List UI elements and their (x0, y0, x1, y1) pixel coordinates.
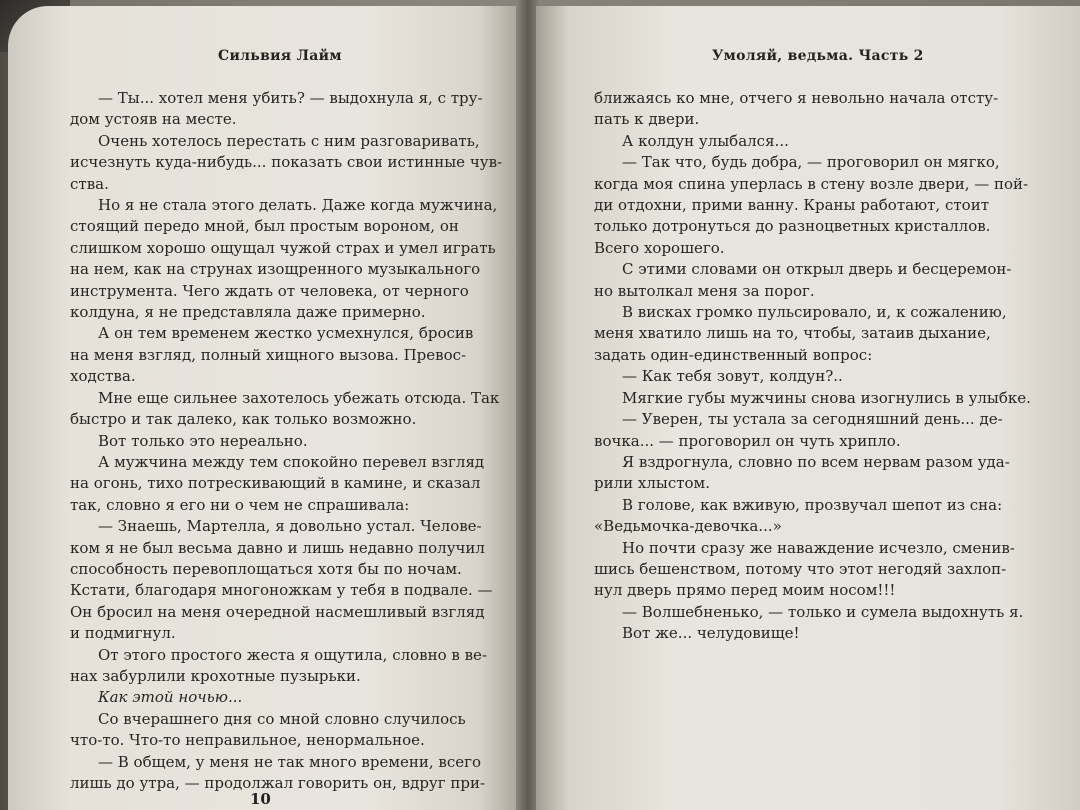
text-line: пать к двери. (594, 110, 700, 129)
text-line: рили хлыстом. (594, 474, 710, 493)
page-number: 10 (250, 790, 271, 808)
text-line: От этого простого жеста я ощутила, словно в ве- (98, 645, 487, 664)
text-line: Всего хорошего. (594, 238, 725, 257)
text-line: ства. (70, 174, 109, 193)
text-line: В висках громко пульсировало, и, к сожалению, (622, 303, 1007, 322)
text-line: способность перевоплощаться хотя бы по ночам. (70, 559, 462, 578)
text-line: А колдун улыбался... (622, 131, 789, 150)
text-line: стоящий передо мной, был простым вороном, он (70, 217, 459, 236)
text-line: слишком хорошо ощущал чужой страх и умел играть (70, 238, 496, 257)
text-line: ходства. (70, 367, 136, 386)
right-page-header: Умоляй, ведьма. Часть 2 (712, 48, 924, 64)
text-line: Он бросил на меня очередной насмешливый взгляд (70, 602, 485, 621)
text-line: А мужчина между тем спокойно перевел взгляд (98, 452, 485, 471)
text-line: Вот только это нереально. (98, 431, 308, 450)
text-line: А он тем временем жестко усмехнулся, бросив (98, 324, 474, 343)
text-line: Кстати, благодаря многоножкам у тебя в подвале. — (70, 581, 493, 600)
text-line: Я вздрогнула, словно по всем нервам разом уда- (622, 452, 1010, 471)
text-line: — Как тебя зовут, колдун?.. (622, 367, 843, 386)
text-line: ближаясь ко мне, отчего я невольно начала отсту- (594, 89, 999, 107)
text-line: колдуна, я не представляла даже примерно. (70, 303, 426, 322)
left-page (8, 6, 520, 810)
text-line: вочка... — проговорил он чуть хрипло. (594, 431, 901, 450)
text-line: нах забурлили крохотные пузырьки. (70, 666, 361, 685)
text-line: только дотронуться до разноцветных кристаллов. (594, 217, 991, 236)
text-line: меня хватило лишь на то, чтобы, затаив дыхание, (594, 324, 991, 343)
text-line: что-то. Что-то неправильное, ненормальное. (70, 731, 425, 750)
text-line: так, словно я его ни о чем не спрашивала: (70, 495, 410, 514)
text-line: на огонь, тихо потрескивающий в камине, и сказал (70, 474, 481, 493)
text-line: Вот же... челудовище! (622, 624, 800, 643)
text-line: шись бешенством, потому что этот негодяй захлоп- (594, 559, 1007, 578)
text-line: — Волшебненько, — только и сумела выдохнуть я. (622, 602, 1024, 621)
text-line: Со вчерашнего дня со мной словно случилось (98, 709, 466, 728)
text-line: когда моя спина уперлась в стену возле двери, — пой- (594, 174, 1029, 193)
text-line: Мягкие губы мужчины снова изогнулись в улыбке. (622, 388, 1031, 407)
text-line: — Так что, будь добра, — проговорил он мягко, (622, 153, 1000, 172)
text-line: и подмигнул. (70, 624, 176, 643)
text-line: Очень хотелось перестать с ним разговаривать, (98, 131, 480, 150)
text-line: задать один-единственный вопрос: (594, 345, 873, 364)
text-line: инструмента. Чего ждать от человека, от черного (70, 281, 469, 300)
text-line: — Уверен, ты устала за сегодняшний день... де- (622, 410, 1003, 429)
text-line: Как этой ночью... (98, 688, 243, 707)
text-line: В голове, как вживую, прозвучал шепот из сна: (622, 495, 1003, 514)
text-line: С этими словами он открыл дверь и бесцеремон- (622, 260, 1012, 279)
text-line: дом устояв на месте. (70, 110, 237, 129)
text-line: на нем, как на струнах изощренного музыкального (70, 260, 481, 279)
text-line: на меня взгляд, полный хищного вызова. Превос- (70, 345, 467, 364)
text-line: Но я не стала этого делать. Даже когда мужчина, (98, 196, 498, 215)
text-line: нул дверь прямо перед моим носом!!! (594, 581, 896, 600)
text-line: ком я не был весьма давно и лишь недавно получил (70, 538, 485, 557)
left-page-header: Сильвия Лайм (218, 48, 342, 64)
text-line: «Ведьмочка-девочка...» (594, 517, 782, 536)
text-line: — В общем, у меня не так много времени, всего (98, 752, 482, 771)
text-line: быстро и так далеко, как только возможно. (70, 410, 417, 429)
text-line: лишь до утра, — продолжал говорить он, вдруг при- (70, 774, 486, 792)
text-line: ди отдохни, прими ванну. Краны работают, стоит (594, 196, 989, 215)
text-line: — Ты... хотел меня убить? — выдохнула я, с тру- (98, 89, 483, 107)
text-line: но вытолкал меня за порог. (594, 281, 815, 300)
text-line: исчезнуть куда-нибудь... показать свои истинные чув- (70, 153, 503, 172)
text-line: Мне еще сильнее захотелось убежать отсюда. Так (98, 388, 500, 407)
left-page-text (70, 88, 503, 794)
right-page-text (594, 88, 1030, 645)
text-line: — Знаешь, Мартелла, я довольно устал. Челове- (98, 517, 482, 536)
right-page (536, 6, 1080, 810)
text-line: Но почти сразу же наваждение исчезло, сменив- (622, 538, 1015, 557)
